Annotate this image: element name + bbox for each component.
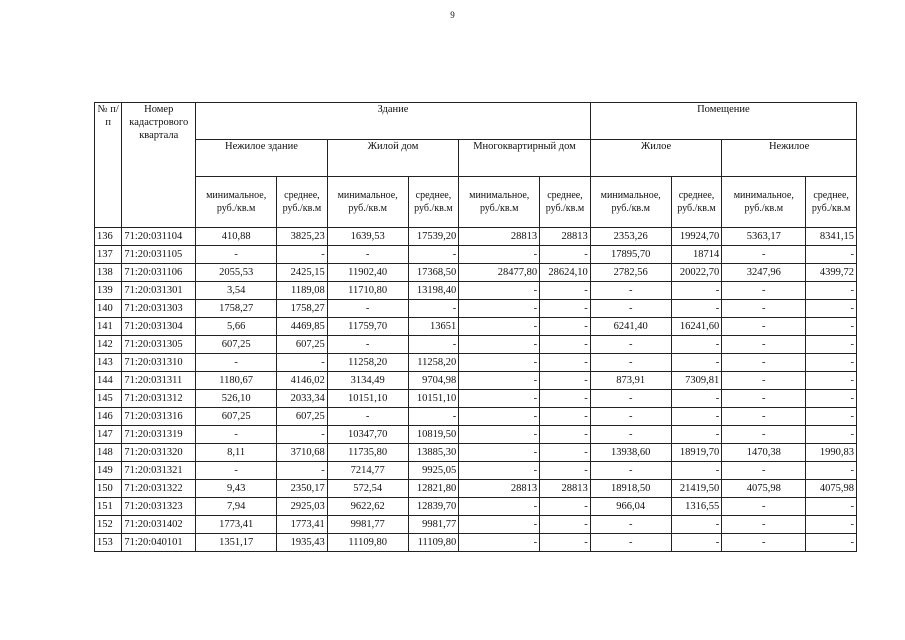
value-cell: 11258,20 — [327, 354, 408, 372]
value-cell: 13198,40 — [408, 282, 459, 300]
value-cell: 1351,17 — [196, 534, 277, 552]
value-cell: 10151,10 — [408, 390, 459, 408]
value-cell: 1773,41 — [277, 516, 328, 534]
value-cell: - — [459, 282, 540, 300]
value-cell: 8,11 — [196, 444, 277, 462]
cadastral-quarter-cell: 71:20:031305 — [122, 336, 196, 354]
value-cell: - — [722, 354, 806, 372]
header-nonresidential-premises: Нежилое — [722, 140, 857, 177]
value-cell: - — [806, 390, 857, 408]
value-cell: 11902,40 — [327, 264, 408, 282]
value-cell: - — [590, 516, 671, 534]
row-number: 143 — [95, 354, 122, 372]
header-min: минимальное, руб./кв.м — [196, 177, 277, 228]
value-cell: - — [408, 336, 459, 354]
value-cell: - — [722, 426, 806, 444]
value-cell: 28813 — [459, 228, 540, 246]
row-number: 139 — [95, 282, 122, 300]
row-number: 145 — [95, 390, 122, 408]
value-cell: 1189,08 — [277, 282, 328, 300]
value-cell: 1990,83 — [806, 444, 857, 462]
row-number: 142 — [95, 336, 122, 354]
value-cell: - — [806, 426, 857, 444]
value-cell: - — [459, 444, 540, 462]
value-cell: - — [806, 300, 857, 318]
value-cell: 10347,70 — [327, 426, 408, 444]
value-cell: 607,25 — [196, 408, 277, 426]
value-cell: - — [196, 426, 277, 444]
value-cell: - — [459, 300, 540, 318]
value-cell: - — [671, 390, 722, 408]
value-cell: 1180,67 — [196, 372, 277, 390]
value-cell: 4399,72 — [806, 264, 857, 282]
value-cell: 9622,62 — [327, 498, 408, 516]
table-row — [95, 480, 857, 498]
value-cell: 13885,30 — [408, 444, 459, 462]
value-cell: 9925,05 — [408, 462, 459, 480]
table-body — [95, 228, 857, 552]
value-cell: 5363,17 — [722, 228, 806, 246]
value-cell: 13938,60 — [590, 444, 671, 462]
value-cell: - — [671, 462, 722, 480]
row-number: 136 — [95, 228, 122, 246]
value-cell: - — [671, 336, 722, 354]
value-cell: 11258,20 — [408, 354, 459, 372]
value-cell: 28813 — [540, 480, 591, 498]
value-cell: 3710,68 — [277, 444, 328, 462]
value-cell: - — [671, 282, 722, 300]
value-cell: - — [590, 390, 671, 408]
cadastral-quarter-cell: 71:20:031304 — [122, 318, 196, 336]
cadastral-quarter-cell: 71:20:031311 — [122, 372, 196, 390]
value-cell: - — [277, 354, 328, 372]
value-cell: - — [540, 444, 591, 462]
cadastral-quarter-cell: 71:20:031316 — [122, 408, 196, 426]
value-cell: 21419,50 — [671, 480, 722, 498]
cadastral-quarter-cell: 71:20:031319 — [122, 426, 196, 444]
header-residential-premises: Жилое — [590, 140, 722, 177]
value-cell: 1773,41 — [196, 516, 277, 534]
row-number: 144 — [95, 372, 122, 390]
table-row — [95, 246, 857, 264]
value-cell: 5,66 — [196, 318, 277, 336]
value-cell: - — [590, 282, 671, 300]
value-cell: - — [408, 300, 459, 318]
value-cell: - — [806, 282, 857, 300]
value-cell: - — [277, 462, 328, 480]
value-cell: - — [540, 408, 591, 426]
value-cell: - — [540, 372, 591, 390]
value-cell: 2055,53 — [196, 264, 277, 282]
value-cell: - — [459, 498, 540, 516]
header-avg: среднее, руб./кв.м — [408, 177, 459, 228]
value-cell: 18918,50 — [590, 480, 671, 498]
value-cell: 11109,80 — [327, 534, 408, 552]
value-cell: 4075,98 — [722, 480, 806, 498]
value-cell: - — [459, 534, 540, 552]
value-cell: - — [459, 246, 540, 264]
value-cell: 572,54 — [327, 480, 408, 498]
value-cell: - — [722, 498, 806, 516]
value-cell: 9704,98 — [408, 372, 459, 390]
header-residential-house: Жилой дом — [327, 140, 459, 177]
value-cell: - — [590, 336, 671, 354]
value-cell: - — [671, 516, 722, 534]
value-cell: 28624,10 — [540, 264, 591, 282]
table-row — [95, 426, 857, 444]
value-cell: 1470,38 — [722, 444, 806, 462]
value-cell: - — [590, 534, 671, 552]
value-cell: - — [540, 336, 591, 354]
row-number: 153 — [95, 534, 122, 552]
value-cell: - — [671, 534, 722, 552]
value-cell: 13651 — [408, 318, 459, 336]
row-number: 138 — [95, 264, 122, 282]
cadastral-quarter-cell: 71:20:031106 — [122, 264, 196, 282]
value-cell: 1935,43 — [277, 534, 328, 552]
value-cell: - — [408, 246, 459, 264]
cadastral-quarter-cell: 71:20:031104 — [122, 228, 196, 246]
value-cell: 19924,70 — [671, 228, 722, 246]
row-number: 141 — [95, 318, 122, 336]
header-min: минимальное, руб./кв.м — [722, 177, 806, 228]
value-cell: - — [540, 498, 591, 516]
header-cadastral-quarter: Номер кадастрового квартала — [122, 103, 196, 228]
table-row — [95, 498, 857, 516]
value-cell: 2350,17 — [277, 480, 328, 498]
value-cell: 18714 — [671, 246, 722, 264]
value-cell: - — [540, 534, 591, 552]
value-cell: - — [540, 462, 591, 480]
value-cell: - — [806, 516, 857, 534]
header-avg: среднее, руб./кв.м — [806, 177, 857, 228]
row-number: 140 — [95, 300, 122, 318]
header-nonresidential-building: Нежилое здание — [196, 140, 328, 177]
value-cell: 6241,40 — [590, 318, 671, 336]
cadastral-quarter-cell: 71:20:031322 — [122, 480, 196, 498]
value-cell: 12839,70 — [408, 498, 459, 516]
value-cell: 4146,02 — [277, 372, 328, 390]
value-cell: - — [327, 336, 408, 354]
value-cell: - — [408, 408, 459, 426]
header-min: минимальное, руб./кв.м — [459, 177, 540, 228]
table-row — [95, 408, 857, 426]
value-cell: - — [196, 462, 277, 480]
value-cell: - — [722, 390, 806, 408]
cadastral-quarter-cell: 71:20:031402 — [122, 516, 196, 534]
header-number: № п/п — [95, 103, 122, 228]
value-cell: - — [540, 354, 591, 372]
value-cell: - — [722, 534, 806, 552]
value-cell: - — [540, 282, 591, 300]
value-cell: 10819,50 — [408, 426, 459, 444]
value-cell: 7214,77 — [327, 462, 408, 480]
table-row — [95, 228, 857, 246]
value-cell: - — [671, 354, 722, 372]
table-row — [95, 390, 857, 408]
cadastral-quarter-cell: 71:20:031323 — [122, 498, 196, 516]
table-row — [95, 462, 857, 480]
value-cell: - — [459, 372, 540, 390]
value-cell: - — [671, 426, 722, 444]
header-min: минимальное, руб./кв.м — [590, 177, 671, 228]
header-avg: среднее, руб./кв.м — [671, 177, 722, 228]
value-cell: 4075,98 — [806, 480, 857, 498]
value-cell: - — [459, 462, 540, 480]
value-cell: - — [671, 408, 722, 426]
value-cell: - — [590, 462, 671, 480]
value-cell: 607,25 — [277, 408, 328, 426]
value-cell: - — [459, 408, 540, 426]
table-row — [95, 516, 857, 534]
header-building: Здание — [196, 103, 591, 140]
value-cell: - — [806, 462, 857, 480]
value-cell: 11759,70 — [327, 318, 408, 336]
row-number: 137 — [95, 246, 122, 264]
value-cell: 3134,49 — [327, 372, 408, 390]
cadastral-quarter-cell: 71:20:040101 — [122, 534, 196, 552]
value-cell: - — [806, 372, 857, 390]
value-cell: - — [540, 246, 591, 264]
value-cell: 28813 — [540, 228, 591, 246]
value-cell: 2782,56 — [590, 264, 671, 282]
value-cell: 9,43 — [196, 480, 277, 498]
value-cell: 17895,70 — [590, 246, 671, 264]
value-cell: - — [722, 246, 806, 264]
value-cell: - — [459, 426, 540, 444]
row-number: 152 — [95, 516, 122, 534]
value-cell: 17539,20 — [408, 228, 459, 246]
table-row — [95, 444, 857, 462]
value-cell: 526,10 — [196, 390, 277, 408]
value-cell: - — [806, 336, 857, 354]
value-cell: - — [722, 300, 806, 318]
value-cell: 20022,70 — [671, 264, 722, 282]
value-cell: - — [722, 516, 806, 534]
value-cell: 2033,34 — [277, 390, 328, 408]
value-cell: - — [459, 336, 540, 354]
value-cell: - — [327, 300, 408, 318]
header-avg: среднее, руб./кв.м — [540, 177, 591, 228]
value-cell: - — [722, 408, 806, 426]
value-cell: 12821,80 — [408, 480, 459, 498]
value-cell: 11710,80 — [327, 282, 408, 300]
value-cell: - — [590, 426, 671, 444]
value-cell: - — [459, 390, 540, 408]
value-cell: 10151,10 — [327, 390, 408, 408]
cadastral-value-table — [94, 102, 857, 552]
table-row — [95, 336, 857, 354]
value-cell: - — [196, 246, 277, 264]
value-cell: - — [590, 408, 671, 426]
header-min: минимальное, руб./кв.м — [327, 177, 408, 228]
value-cell: - — [806, 408, 857, 426]
table-row — [95, 264, 857, 282]
row-number: 147 — [95, 426, 122, 444]
value-cell: - — [540, 516, 591, 534]
row-number: 146 — [95, 408, 122, 426]
value-cell: - — [806, 246, 857, 264]
value-cell: 1758,27 — [196, 300, 277, 318]
value-cell: 9981,77 — [408, 516, 459, 534]
value-cell: 2925,03 — [277, 498, 328, 516]
row-number: 149 — [95, 462, 122, 480]
value-cell: - — [722, 336, 806, 354]
value-cell: 3825,23 — [277, 228, 328, 246]
cadastral-quarter-cell: 71:20:031303 — [122, 300, 196, 318]
value-cell: - — [722, 282, 806, 300]
value-cell: 607,25 — [277, 336, 328, 354]
value-cell: - — [540, 390, 591, 408]
value-cell: 7309,81 — [671, 372, 722, 390]
value-cell: - — [590, 300, 671, 318]
value-cell: - — [277, 246, 328, 264]
value-cell: - — [540, 300, 591, 318]
value-cell: - — [327, 408, 408, 426]
value-cell: - — [590, 354, 671, 372]
value-cell: - — [459, 354, 540, 372]
cadastral-quarter-cell: 71:20:031312 — [122, 390, 196, 408]
value-cell: - — [459, 516, 540, 534]
value-cell: 11109,80 — [408, 534, 459, 552]
value-cell: - — [806, 498, 857, 516]
value-cell: 1316,55 — [671, 498, 722, 516]
table-row — [95, 282, 857, 300]
row-number: 150 — [95, 480, 122, 498]
value-cell: 873,91 — [590, 372, 671, 390]
value-cell: - — [540, 318, 591, 336]
value-cell: - — [722, 318, 806, 336]
value-cell: - — [671, 300, 722, 318]
value-cell: - — [327, 246, 408, 264]
value-cell: 607,25 — [196, 336, 277, 354]
value-cell: - — [277, 426, 328, 444]
value-cell: - — [196, 354, 277, 372]
value-cell: 410,88 — [196, 228, 277, 246]
value-cell: 3247,96 — [722, 264, 806, 282]
table-row — [95, 534, 857, 552]
value-cell: 4469,85 — [277, 318, 328, 336]
value-cell: 966,04 — [590, 498, 671, 516]
cadastral-quarter-cell: 71:20:031310 — [122, 354, 196, 372]
value-cell: 18919,70 — [671, 444, 722, 462]
value-cell: - — [806, 318, 857, 336]
value-cell: - — [806, 534, 857, 552]
cadastral-quarter-cell: 71:20:031320 — [122, 444, 196, 462]
value-cell: 28477,80 — [459, 264, 540, 282]
table-row — [95, 300, 857, 318]
header-apartment-building: Многоквартирный дом — [459, 140, 591, 177]
table-row — [95, 372, 857, 390]
table-row — [95, 354, 857, 372]
row-number: 148 — [95, 444, 122, 462]
page-number: 9 — [450, 10, 455, 20]
value-cell: 17368,50 — [408, 264, 459, 282]
value-cell: 28813 — [459, 480, 540, 498]
header-premises: Помещение — [590, 103, 856, 140]
value-cell: 7,94 — [196, 498, 277, 516]
value-cell: 3,54 — [196, 282, 277, 300]
cadastral-quarter-cell: 71:20:031321 — [122, 462, 196, 480]
row-number: 151 — [95, 498, 122, 516]
table-row — [95, 318, 857, 336]
value-cell: - — [540, 426, 591, 444]
cadastral-quarter-cell: 71:20:031301 — [122, 282, 196, 300]
value-cell: 9981,77 — [327, 516, 408, 534]
value-cell: - — [722, 462, 806, 480]
header-avg: среднее, руб./кв.м — [277, 177, 328, 228]
value-cell: - — [459, 318, 540, 336]
value-cell: 11735,80 — [327, 444, 408, 462]
cadastral-quarter-cell: 71:20:031105 — [122, 246, 196, 264]
value-cell: 2353,26 — [590, 228, 671, 246]
value-cell: - — [722, 372, 806, 390]
value-cell: 1758,27 — [277, 300, 328, 318]
value-cell: 16241,60 — [671, 318, 722, 336]
value-cell: 2425,15 — [277, 264, 328, 282]
value-cell: 8341,15 — [806, 228, 857, 246]
value-cell: - — [806, 354, 857, 372]
value-cell: 1639,53 — [327, 228, 408, 246]
